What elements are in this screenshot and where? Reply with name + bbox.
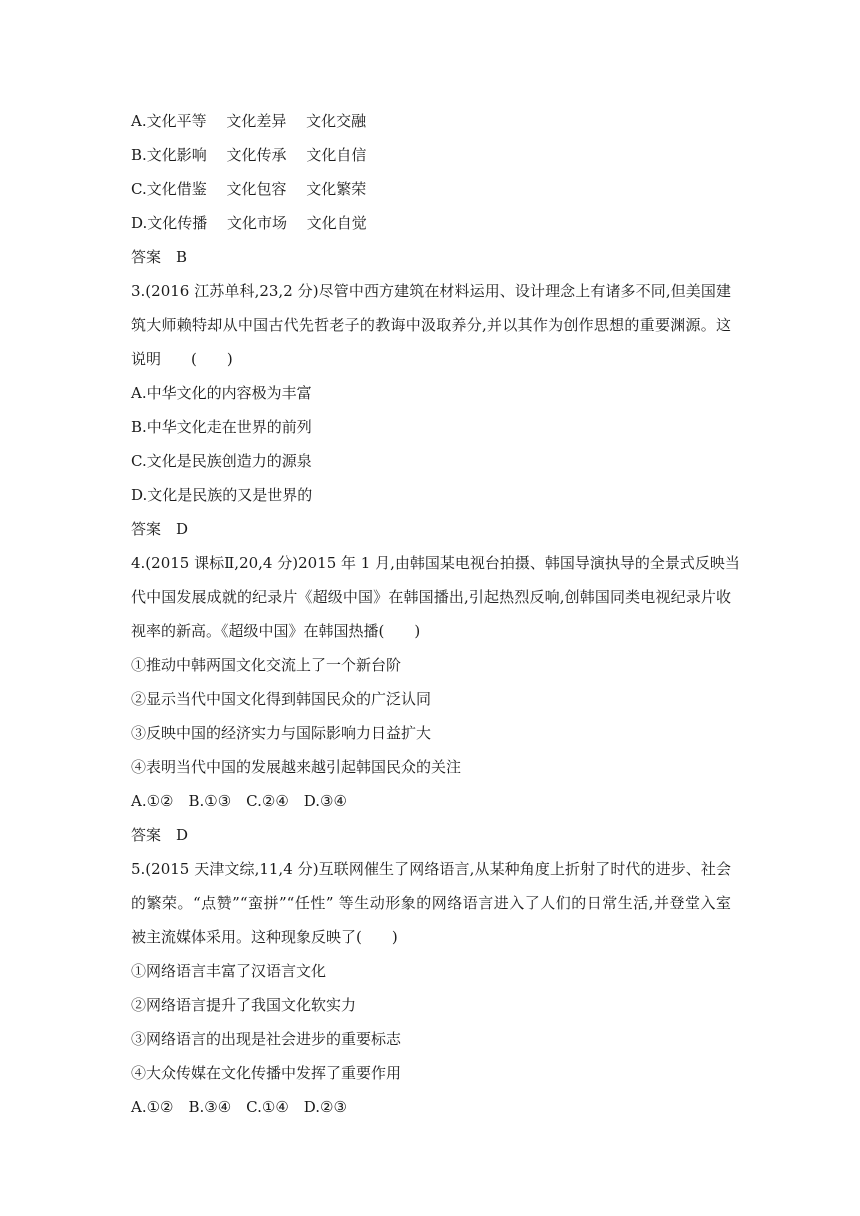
- q2-option-d: D.文化传播 文化市场 文化自觉: [131, 214, 367, 232]
- q4-statement-3: ③反映中国的经济实力与国际影响力日益扩大: [131, 724, 432, 742]
- q4-statement-4: ④表明当代中国的发展越来越引起韩国民众的关注: [131, 758, 462, 776]
- q3-stem-line-2: 筑大师赖特却从中国古代先哲老子的教诲中汲取养分,并以其作为创作思想的重要渊源。这: [131, 316, 731, 334]
- q5-statement-3: ③网络语言的出现是社会进步的重要标志: [131, 1030, 402, 1048]
- q3-stem-line-1: 3.(2016 江苏单科,23,2 分)尽管中西方建筑在材料运用、设计理念上有诸多不同,但美国建: [131, 282, 731, 300]
- q4-answer: 答案 D: [131, 826, 189, 844]
- q4-options: A.①② B.①③ C.②④ D.③④: [131, 792, 347, 810]
- q5-stem-line-1: 5.(2015 天津文综,11,4 分)互联网催生了网络语言,从某种角度上折射了时代的进步、社会: [131, 860, 731, 878]
- q2-option-b: B.文化影响 文化传承 文化自信: [131, 146, 367, 164]
- q3-option-b: B.中华文化走在世界的前列: [131, 418, 312, 436]
- q5-statement-1: ①网络语言丰富了汉语言文化: [131, 962, 327, 980]
- q2-option-a: A.文化平等 文化差异 文化交融: [131, 112, 367, 130]
- q4-stem-line-1: 4.(2015 课标Ⅱ,20,4 分)2015 年 1 月,由韩国某电视台拍摄、韩国导演执导的全景式反映当: [131, 554, 740, 572]
- q3-answer: 答案 D: [131, 520, 189, 538]
- q5-statement-4: ④大众传媒在文化传播中发挥了重要作用: [131, 1064, 402, 1082]
- q5-options: A.①② B.③④ C.①④ D.②③: [131, 1098, 347, 1116]
- q4-stem-line-3: 视率的新高。《超级中国》在韩国热播( ): [131, 622, 421, 640]
- q4-statement-2: ②显示当代中国文化得到韩国民众的广泛认同: [131, 690, 432, 708]
- q3-option-a: A.中华文化的内容极为丰富: [131, 384, 312, 402]
- q3-option-d: D.文化是民族的又是世界的: [131, 486, 313, 504]
- q4-statement-1: ①推动中韩两国文化交流上了一个新台阶: [131, 656, 402, 674]
- q3-stem-line-3: 说明 ( ): [131, 350, 233, 368]
- q5-stem-line-3: 被主流媒体采用。这种现象反映了( ): [131, 928, 398, 946]
- q2-option-c: C.文化借鉴 文化包容 文化繁荣: [131, 180, 367, 198]
- q5-stem-line-2: 的繁荣。“点赞”“蛮拼”“任性” 等生动形象的网络语言进入了人们的日常生活,并登堂入室: [131, 894, 731, 912]
- q3-option-c: C.文化是民族创造力的源泉: [131, 452, 312, 470]
- q5-statement-2: ②网络语言提升了我国文化软实力: [131, 996, 357, 1014]
- q4-stem-line-2: 代中国发展成就的纪录片《超级中国》在韩国播出,引起热烈反响,创韩国同类电视纪录片收: [131, 588, 731, 606]
- q2-answer: 答案 B: [131, 248, 188, 266]
